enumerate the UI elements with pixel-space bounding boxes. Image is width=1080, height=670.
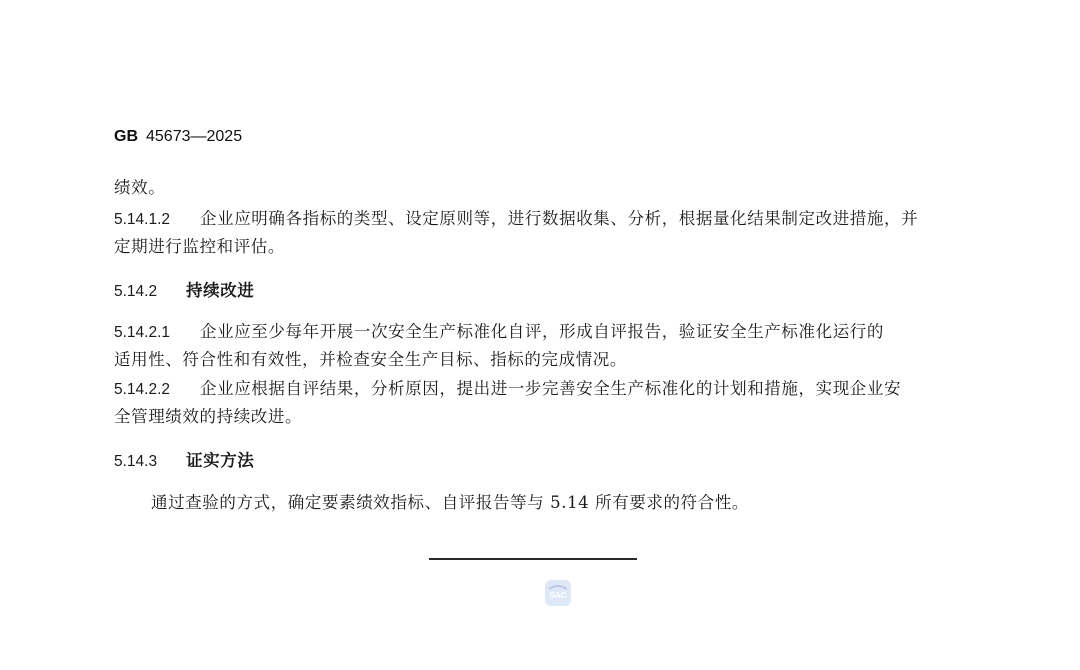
standard-prefix: GB <box>114 128 138 145</box>
section-number: 5.14.3 <box>114 453 158 470</box>
section-heading-5-14-2 <box>114 281 254 302</box>
section-title: 持续改进 <box>186 281 255 300</box>
clause-5-14-1-2-continued <box>114 237 285 257</box>
clause-5-14-1-2 <box>114 209 918 230</box>
standard-code <box>114 128 242 146</box>
paragraph-text: 通过查验的方式，确定要素绩效指标、自评报告等与 5.14 所有要求的符合性。 <box>151 493 750 512</box>
continuation-line <box>114 178 165 198</box>
clause-text: 企业应根据自评结果，分析原因，提出进一步完善安全生产标准化的计划和措施，实现企业安 <box>200 379 902 398</box>
clause-text: 适用性、符合性和有效性，并检查安全生产目标、指标的完成情况。 <box>114 350 627 369</box>
clause-number: 5.14.1.2 <box>114 211 171 228</box>
clause-text: 企业应明确各指标的类型、设定原则等，进行数据收集、分析，根据量化结果制定改进措施，并 <box>200 209 919 228</box>
clause-5-14-2-1 <box>114 322 884 343</box>
continuation-text: 绩效。 <box>114 178 166 197</box>
sac-logo-icon <box>543 578 573 608</box>
standard-number: 45673—2025 <box>146 128 243 145</box>
end-rule <box>429 558 637 560</box>
clause-number: 5.14.2.2 <box>114 381 171 398</box>
section-title: 证实方法 <box>186 451 255 470</box>
clause-text: 全管理绩效的持续改进。 <box>114 407 303 426</box>
clause-text: 企业应至少每年开展一次安全生产标准化自评，形成自评报告，验证安全生产标准化运行的 <box>200 322 884 341</box>
section-number: 5.14.2 <box>114 283 158 300</box>
verification-method-paragraph <box>151 493 749 513</box>
clause-5-14-2-1-continued <box>114 350 627 370</box>
section-heading-5-14-3 <box>114 451 254 472</box>
clause-5-14-2-2-continued <box>114 407 302 427</box>
clause-5-14-2-2 <box>114 379 901 400</box>
clause-text: 定期进行监控和评估。 <box>114 237 285 256</box>
clause-number: 5.14.2.1 <box>114 324 171 341</box>
logo-text: SAC <box>549 591 567 600</box>
